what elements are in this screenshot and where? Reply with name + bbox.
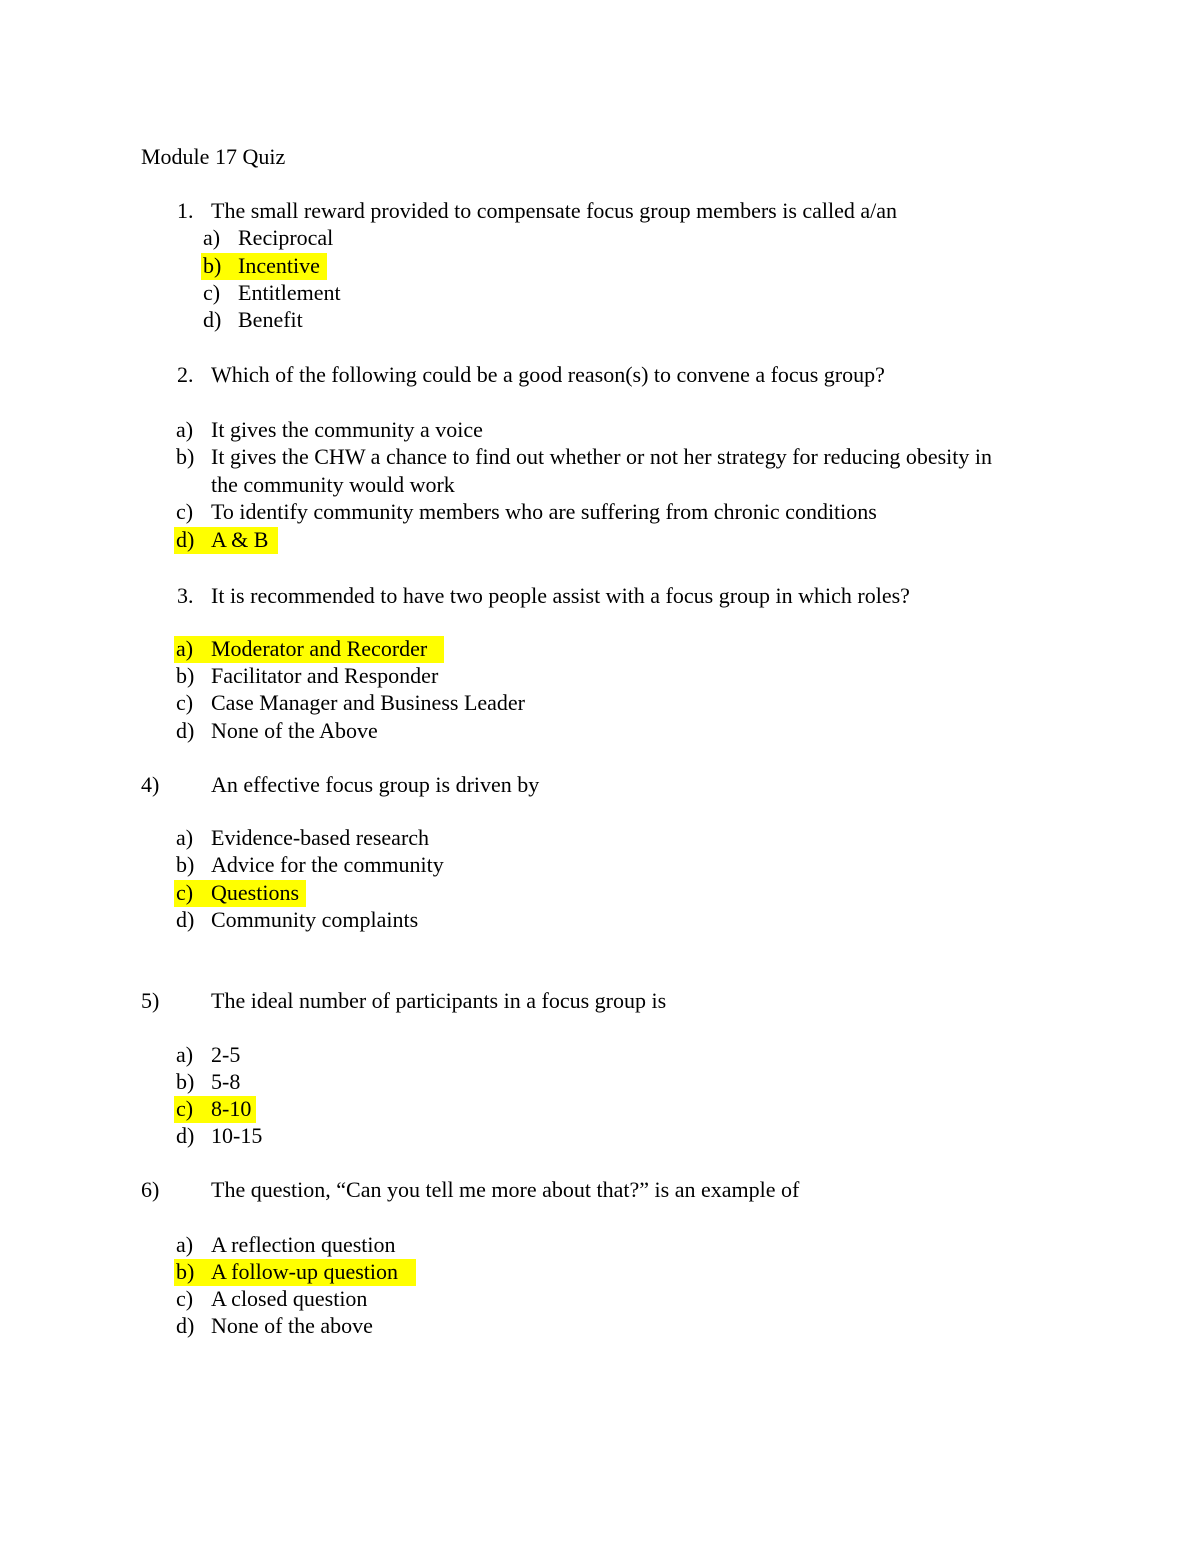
option-letter: a) bbox=[203, 225, 221, 250]
option-text: 5-8 bbox=[211, 1069, 241, 1094]
question-number: 6) bbox=[141, 1177, 160, 1202]
option-text: None of the above bbox=[211, 1313, 373, 1338]
option-text: Community complaints bbox=[211, 907, 419, 932]
option-text: A & B bbox=[211, 527, 269, 552]
option-letter: b) bbox=[176, 1259, 195, 1284]
option-text: Entitlement bbox=[238, 280, 341, 305]
option-letter: b) bbox=[203, 253, 222, 278]
option-letter: a) bbox=[176, 1232, 194, 1257]
question-number: 5) bbox=[141, 988, 160, 1013]
option-text: Moderator and Recorder bbox=[211, 636, 428, 661]
option-letter: d) bbox=[176, 527, 195, 552]
option-text: Facilitator and Responder bbox=[211, 663, 439, 688]
option-text: Evidence-based research bbox=[211, 825, 430, 850]
option-letter: b) bbox=[176, 852, 195, 877]
option-letter: a) bbox=[176, 825, 194, 850]
option-letter: c) bbox=[176, 1096, 194, 1121]
question-text: It is recommended to have two people assist with a focus group in which roles? bbox=[211, 583, 910, 608]
option-letter: d) bbox=[203, 307, 222, 332]
option-text: Incentive bbox=[238, 253, 320, 278]
option-text: Advice for the community bbox=[211, 852, 444, 877]
option-letter: b) bbox=[176, 444, 195, 469]
question-text: The small reward provided to compensate focus group members is called a/an bbox=[211, 198, 898, 223]
option-letter: c) bbox=[176, 499, 194, 524]
question-number: 3. bbox=[177, 583, 194, 608]
option-letter: b) bbox=[176, 1069, 195, 1094]
option-text: A follow-up question bbox=[211, 1259, 398, 1284]
option-letter: d) bbox=[176, 907, 195, 932]
question-text: The ideal number of participants in a focus group is bbox=[211, 988, 667, 1013]
option-letter: a) bbox=[176, 1042, 194, 1067]
option-letter: a) bbox=[176, 417, 194, 442]
option-text: None of the Above bbox=[211, 718, 378, 743]
option-text: Reciprocal bbox=[238, 225, 334, 250]
option-text: Case Manager and Business Leader bbox=[211, 690, 526, 715]
option-text: Benefit bbox=[238, 307, 303, 332]
page-title: Module 17 Quiz bbox=[141, 144, 286, 169]
option-text: It gives the community a voice bbox=[211, 417, 483, 442]
option-text-continued: the community would work bbox=[211, 472, 455, 497]
option-letter: a) bbox=[176, 636, 194, 661]
question-number: 4) bbox=[141, 772, 160, 797]
option-letter: d) bbox=[176, 1313, 195, 1338]
option-text: A closed question bbox=[211, 1286, 368, 1311]
option-letter: c) bbox=[176, 690, 194, 715]
option-text: 10-15 bbox=[211, 1123, 263, 1148]
option-letter: c) bbox=[176, 1286, 194, 1311]
option-letter: d) bbox=[176, 718, 195, 743]
option-text: 2-5 bbox=[211, 1042, 241, 1067]
question-text: The question, “Can you tell me more about that?” is an example of bbox=[211, 1177, 800, 1202]
option-text: 8-10 bbox=[211, 1096, 252, 1121]
option-text: A reflection question bbox=[211, 1232, 396, 1257]
question-number: 1. bbox=[177, 198, 194, 223]
question-number: 2. bbox=[177, 362, 194, 387]
question-text: An effective focus group is driven by bbox=[211, 772, 540, 797]
option-text: To identify community members who are suffering from chronic conditions bbox=[211, 499, 877, 524]
option-letter: c) bbox=[176, 880, 194, 905]
option-text: It gives the CHW a chance to find out whether or not her strategy for reducing obesity in bbox=[211, 444, 992, 469]
question-text: Which of the following could be a good reason(s) to convene a focus group? bbox=[211, 362, 885, 387]
option-letter: b) bbox=[176, 663, 195, 688]
option-letter: d) bbox=[176, 1123, 195, 1148]
option-letter: c) bbox=[203, 280, 221, 305]
option-text: Questions bbox=[211, 880, 299, 905]
